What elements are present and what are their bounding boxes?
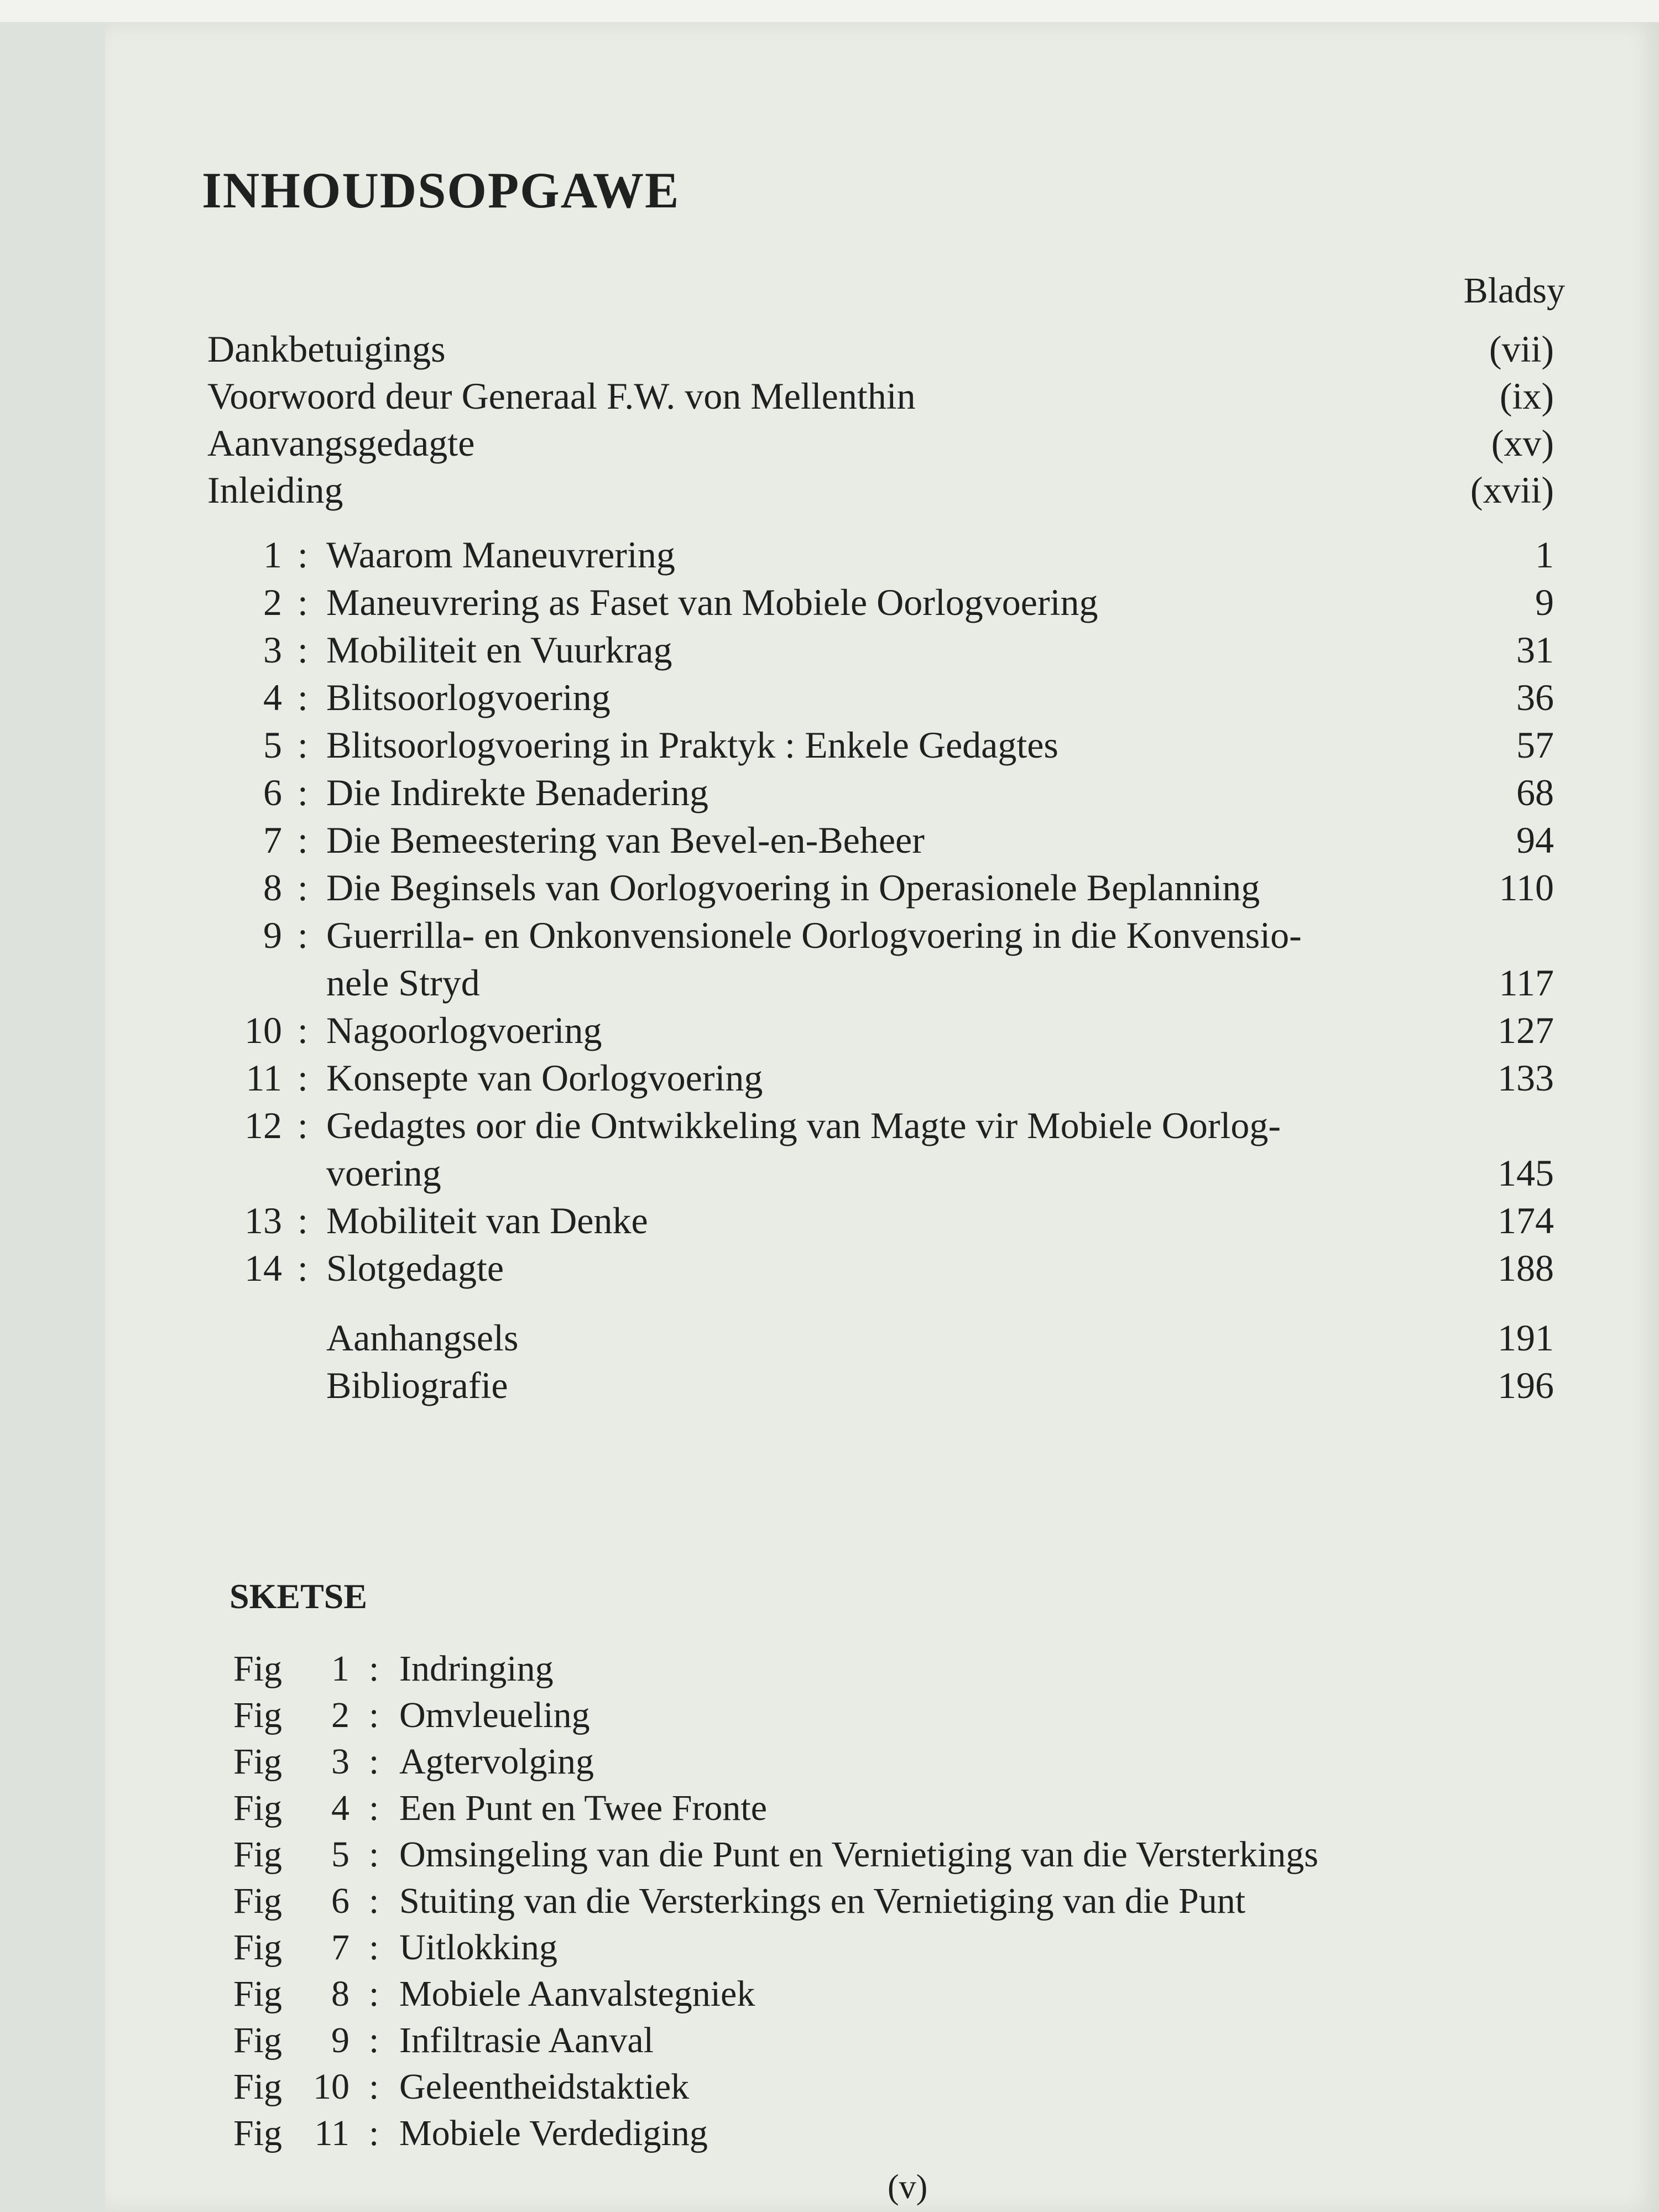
page-top-edge — [0, 0, 1659, 22]
chapter-title: Maneuvrering as Faset van Mobiele Oorlogvoering — [326, 581, 1098, 623]
figure-row — [233, 1645, 1505, 1693]
chapter-title: Gedagtes oor die Ontwikkeling van Magte vir Mobiele Oorlog- — [326, 1104, 1281, 1146]
chapter-row-continued — [216, 1149, 1543, 1197]
figure-row — [233, 2110, 1505, 2157]
figure-number: 1 — [331, 1648, 349, 1689]
figure-title: Uitlokking — [399, 1927, 558, 1968]
chapter-number: 1 — [263, 534, 282, 576]
front-matter-page: (xvii) — [1470, 469, 1554, 511]
figure-number: 3 — [331, 1741, 349, 1782]
page-column-header: Bladsy — [1463, 270, 1565, 311]
chapter-row — [216, 578, 1543, 626]
figure-prefix: Fig — [233, 1927, 283, 1968]
chapter-row — [216, 674, 1543, 721]
chapter-number: 9 — [263, 914, 282, 956]
figure-title: Omsingeling van die Punt en Vernietiging van die Versterkings — [399, 1834, 1318, 1875]
chapter-separator: : — [298, 914, 308, 956]
figure-prefix: Fig — [233, 1834, 283, 1875]
figure-separator: : — [369, 2113, 379, 2153]
chapter-separator: : — [298, 1009, 308, 1051]
front-matter-label: Aanvangsgedagte — [207, 422, 475, 464]
figure-number: 11 — [314, 2113, 349, 2153]
figure-number: 4 — [331, 1788, 349, 1828]
chapter-separator: : — [298, 1057, 308, 1099]
chapter-number: 3 — [263, 629, 282, 671]
chapter-page: 110 — [1499, 867, 1554, 909]
figure-separator: : — [369, 1741, 379, 1782]
figure-prefix: Fig — [233, 2020, 283, 2060]
appendix-page: 196 — [1498, 1364, 1554, 1406]
chapter-row — [216, 816, 1543, 864]
chapter-row — [216, 721, 1543, 769]
figure-row — [233, 1692, 1505, 1739]
figure-separator: : — [369, 2067, 379, 2107]
front-matter-page: (xv) — [1491, 422, 1554, 464]
figure-title: Geleentheidstaktiek — [399, 2067, 690, 2107]
chapter-page: 1 — [1535, 534, 1554, 576]
chapter-number: 5 — [263, 724, 282, 766]
chapter-title: Guerrilla- en Onkonvensionele Oorlogvoering in die Konvensio- — [326, 914, 1302, 956]
chapter-page: 9 — [1535, 581, 1554, 623]
chapter-row — [216, 626, 1543, 674]
figure-separator: : — [369, 1881, 379, 1921]
chapter-page: 94 — [1516, 819, 1554, 861]
chapter-separator: : — [298, 724, 308, 766]
chapter-page: 127 — [1498, 1009, 1554, 1051]
chapter-number: 12 — [244, 1104, 282, 1146]
front-matter-page: (vii) — [1489, 328, 1554, 370]
figure-row — [233, 1877, 1505, 1925]
chapter-separator: : — [298, 1104, 308, 1146]
chapter-number: 7 — [263, 819, 282, 861]
figure-title: Mobiele Aanvalstegniek — [399, 1974, 755, 2014]
figure-separator: : — [369, 1648, 379, 1689]
figure-title: Stuiting van die Versterkings en Vernietiging van die Punt — [399, 1881, 1246, 1921]
figure-title: Agtervolging — [399, 1741, 594, 1782]
chapter-page: 133 — [1498, 1057, 1554, 1099]
chapter-number: 11 — [246, 1057, 282, 1099]
chapter-separator: : — [298, 771, 308, 813]
figure-prefix: Fig — [233, 1695, 283, 1735]
chapter-title: Mobiliteit van Denke — [326, 1199, 648, 1241]
chapter-separator: : — [298, 629, 308, 671]
figure-prefix: Fig — [233, 2113, 283, 2153]
figure-number: 6 — [331, 1881, 349, 1921]
figure-title: Mobiele Verdediging — [399, 2113, 708, 2153]
chapter-page: 174 — [1498, 1199, 1554, 1241]
chapter-title: Waarom Maneuvrering — [326, 534, 675, 576]
figure-prefix: Fig — [233, 1648, 283, 1689]
chapter-number: 13 — [244, 1199, 282, 1241]
figure-separator: : — [369, 2020, 379, 2060]
figure-prefix: Fig — [233, 1741, 283, 1782]
chapter-row — [216, 531, 1543, 578]
chapter-separator: : — [298, 819, 308, 861]
figure-separator: : — [369, 1974, 379, 2014]
figure-row — [233, 2017, 1505, 2064]
chapter-title: Die Bemeestering van Bevel-en-Beheer — [326, 819, 925, 861]
chapter-title: Die Beginsels van Oorlogvoering in Operasionele Beplanning — [326, 867, 1260, 909]
chapter-row-continued — [216, 959, 1543, 1006]
figure-number: 7 — [331, 1927, 349, 1968]
chapter-title: Mobiliteit en Vuurkrag — [326, 629, 672, 671]
chapter-row — [216, 864, 1543, 911]
chapter-number: 14 — [244, 1247, 282, 1289]
figure-row — [233, 1831, 1505, 1879]
front-matter-page: (ix) — [1499, 375, 1554, 417]
page-title: INHOUDSOPGAWE — [202, 162, 680, 218]
chapter-title-continued: voering — [326, 1152, 441, 1194]
figure-prefix: Fig — [233, 2067, 283, 2107]
figure-row — [233, 2063, 1505, 2111]
chapter-row — [216, 1244, 1543, 1292]
chapter-row — [216, 769, 1543, 816]
appendix-label: Bibliografie — [326, 1364, 508, 1406]
chapter-page: 117 — [1499, 962, 1554, 1004]
chapter-title: Konsepte van Oorlogvoering — [326, 1057, 763, 1099]
chapter-number: 2 — [263, 581, 282, 623]
figure-number: 10 — [313, 2067, 349, 2107]
chapter-title: Nagoorlogvoering — [326, 1009, 602, 1051]
figure-title: Een Punt en Twee Fronte — [399, 1788, 768, 1828]
chapter-number: 6 — [263, 771, 282, 813]
figure-number: 8 — [331, 1974, 349, 2014]
figure-prefix: Fig — [233, 1788, 283, 1828]
figure-separator: : — [369, 1834, 379, 1875]
appendix-label: Aanhangsels — [326, 1317, 519, 1359]
chapter-separator: : — [298, 534, 308, 576]
chapter-separator: : — [298, 676, 308, 718]
front-matter-label: Voorwoord deur Generaal F.W. von Mellenthin — [207, 375, 916, 417]
book-page — [105, 22, 1659, 2212]
chapter-title: Blitsoorlogvoering — [326, 676, 611, 718]
chapter-title: Slotgedagte — [326, 1247, 504, 1289]
figure-row — [233, 1785, 1505, 1832]
chapter-row — [216, 1197, 1543, 1244]
chapter-page: 145 — [1498, 1152, 1554, 1194]
figure-separator: : — [369, 1788, 379, 1828]
chapter-row — [216, 1006, 1543, 1054]
chapter-number: 4 — [263, 676, 282, 718]
chapter-page: 68 — [1516, 771, 1554, 813]
figure-row — [233, 1970, 1505, 2018]
chapter-number: 10 — [244, 1009, 282, 1051]
chapter-row — [216, 1102, 1543, 1149]
chapter-page: 31 — [1516, 629, 1554, 671]
chapter-title: Die Indirekte Benadering — [326, 771, 709, 813]
chapter-title-continued: nele Stryd — [326, 962, 480, 1004]
figure-prefix: Fig — [233, 1974, 283, 2014]
figure-title: Indringing — [399, 1648, 554, 1689]
figure-title: Omvleueling — [399, 1695, 590, 1735]
figure-separator: : — [369, 1695, 379, 1735]
figure-title: Infiltrasie Aanval — [399, 2020, 654, 2060]
chapter-separator: : — [298, 1247, 308, 1289]
figure-number: 9 — [331, 2020, 349, 2060]
figure-row — [233, 1738, 1505, 1786]
sketse-heading: SKETSE — [229, 1577, 368, 1616]
chapter-row — [216, 1054, 1543, 1102]
chapter-separator: : — [298, 581, 308, 623]
front-matter-label: Dankbetuigings — [207, 328, 446, 370]
chapter-separator: : — [298, 1199, 308, 1241]
appendix-page: 191 — [1498, 1317, 1554, 1359]
chapter-row — [216, 911, 1543, 959]
page-number: (v) — [888, 2168, 928, 2206]
figure-prefix: Fig — [233, 1881, 283, 1921]
figure-number: 2 — [331, 1695, 349, 1735]
figure-separator: : — [369, 1927, 379, 1968]
chapter-page: 57 — [1516, 724, 1554, 766]
figure-row — [233, 1924, 1505, 1971]
chapter-separator: : — [298, 867, 308, 909]
chapter-page: 36 — [1516, 676, 1554, 718]
chapter-number: 8 — [263, 867, 282, 909]
front-matter-label: Inleiding — [207, 469, 343, 511]
chapter-page: 188 — [1498, 1247, 1554, 1289]
chapter-title: Blitsoorlogvoering in Praktyk : Enkele Gedagtes — [326, 724, 1058, 766]
figure-number: 5 — [331, 1834, 349, 1875]
